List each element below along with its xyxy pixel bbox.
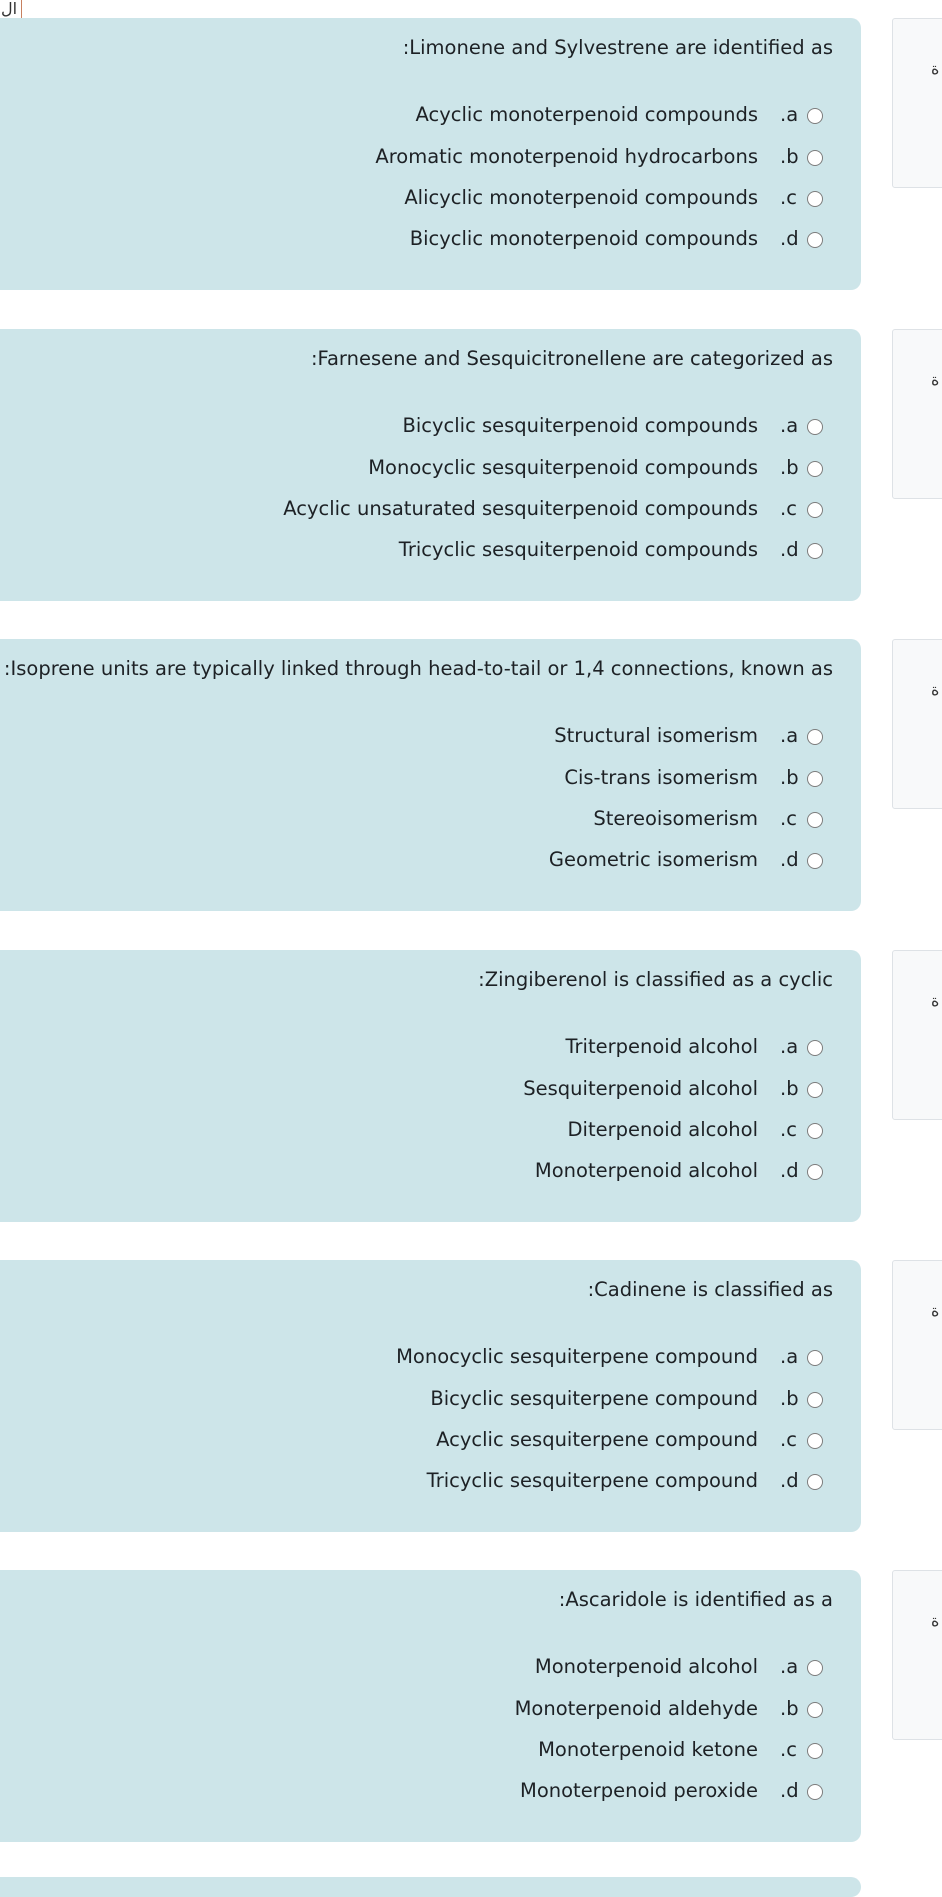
radio-button[interactable]	[807, 232, 823, 248]
radio-button[interactable]	[807, 1082, 823, 1098]
radio-button[interactable]	[807, 502, 823, 518]
answer-letter: .a	[780, 724, 799, 748]
next-question-card-edge	[0, 1877, 861, 1897]
question-card	[0, 1570, 861, 1842]
radio-button[interactable]	[807, 191, 823, 207]
answer-text: Acyclic monoterpenoid compounds	[415, 103, 758, 127]
answer-option-a[interactable]	[283, 405, 823, 446]
answer-text: Stereoisomerism	[593, 806, 758, 830]
answer-letter: .c	[780, 1737, 797, 1761]
answer-letter: .d	[780, 1779, 799, 1803]
question-info-panel	[892, 639, 942, 809]
answer-letter: .a	[780, 1655, 799, 1679]
question-card	[0, 329, 861, 601]
answer-option-c[interactable]	[549, 798, 823, 839]
question-info-label: ة	[931, 680, 940, 699]
question-card	[0, 639, 861, 911]
answer-letter: .d	[780, 848, 799, 872]
answer-option-b[interactable]	[549, 756, 823, 797]
answer-letter: .c	[780, 1427, 797, 1451]
answer-letter: .b	[780, 765, 799, 789]
answer-option-d[interactable]	[396, 1460, 823, 1501]
answer-list	[283, 405, 823, 571]
answer-option-b[interactable]	[523, 1067, 823, 1108]
answer-list	[523, 1026, 823, 1192]
answer-option-c[interactable]	[396, 1419, 823, 1460]
answer-text: Monocyclic sesquiterpene compound	[396, 1345, 758, 1369]
radio-button[interactable]	[807, 419, 823, 435]
answer-text: Monoterpenoid peroxide	[520, 1779, 758, 1803]
radio-button[interactable]	[807, 1702, 823, 1718]
answer-letter: .a	[780, 414, 799, 438]
answer-list	[396, 1336, 823, 1502]
question-info-panel	[892, 329, 942, 499]
answer-option-d[interactable]	[375, 218, 823, 259]
answer-text: Monoterpenoid alcohol	[534, 1159, 758, 1183]
question-text: :Isoprene units are typically linked through head-to-tail or 1,4 connections, known as	[3, 657, 833, 680]
question-info-panel	[892, 1570, 942, 1740]
answer-letter: .d	[780, 227, 799, 251]
question-text: :Ascaridole is identified as a	[558, 1588, 833, 1611]
answer-option-b[interactable]	[396, 1377, 823, 1418]
answer-text: Geometric isomerism	[548, 848, 758, 872]
answer-text: Acyclic unsaturated sesquiterpenoid compounds	[283, 496, 758, 520]
radio-button[interactable]	[807, 1040, 823, 1056]
answer-text: Aromatic monoterpenoid hydrocarbons	[375, 144, 758, 168]
answer-option-a[interactable]	[396, 1336, 823, 1377]
answer-text: Monoterpenoid ketone	[538, 1737, 758, 1761]
radio-button[interactable]	[807, 1433, 823, 1449]
answer-option-b[interactable]	[375, 135, 823, 176]
answer-letter: .c	[780, 185, 797, 209]
radio-button[interactable]	[807, 1350, 823, 1366]
answer-letter: .a	[780, 103, 799, 127]
answer-option-d[interactable]	[283, 529, 823, 570]
question-text: :Farnesene and Sesquicitronellene are categorized as	[310, 347, 833, 370]
answer-letter: .d	[780, 538, 799, 562]
radio-button[interactable]	[807, 771, 823, 787]
question-info-label: ة	[931, 370, 940, 389]
question-info-label: ة	[931, 1301, 940, 1320]
answer-option-d[interactable]	[549, 839, 823, 880]
question-info-label: ة	[931, 1611, 940, 1630]
answer-letter: .c	[780, 496, 797, 520]
answer-letter: .b	[780, 455, 799, 479]
question-info-panel	[892, 950, 942, 1120]
radio-button[interactable]	[807, 461, 823, 477]
answer-option-a[interactable]	[515, 1646, 823, 1687]
answer-option-d[interactable]	[523, 1150, 823, 1191]
answer-text: Cis-trans isomerism	[564, 765, 758, 789]
answer-text: Sesquiterpenoid alcohol	[523, 1076, 758, 1100]
radio-button[interactable]	[807, 729, 823, 745]
radio-button[interactable]	[807, 108, 823, 124]
answer-text: Alicyclic monoterpenoid compounds	[404, 185, 758, 209]
answer-option-c[interactable]	[375, 177, 823, 218]
answer-option-a[interactable]	[523, 1026, 823, 1067]
answer-letter: .b	[780, 1386, 799, 1410]
answer-letter: .c	[780, 1117, 797, 1141]
answer-text: Monoterpenoid aldehyde	[514, 1696, 758, 1720]
answer-list	[515, 1646, 823, 1812]
question-card	[0, 1260, 861, 1532]
question-info-label: ة	[931, 59, 940, 78]
question-card	[0, 18, 861, 290]
question-info-panel	[892, 1260, 942, 1430]
answer-letter: .d	[780, 1159, 799, 1183]
radio-button[interactable]	[807, 1784, 823, 1800]
answer-letter: .b	[780, 144, 799, 168]
answer-option-c[interactable]	[283, 488, 823, 529]
radio-button[interactable]	[807, 1743, 823, 1759]
answer-letter: .b	[780, 1696, 799, 1720]
radio-button[interactable]	[807, 1474, 823, 1490]
answer-text: Monocyclic sesquiterpenoid compounds	[368, 455, 758, 479]
answer-text: Tricyclic sesquiterpene compound	[426, 1469, 758, 1493]
answer-letter: .a	[780, 1035, 799, 1059]
question-info-panel	[892, 18, 942, 188]
answer-text: Acyclic sesquiterpene compound	[436, 1427, 758, 1451]
answer-option-d[interactable]	[515, 1770, 823, 1811]
top-tab-fragment[interactable]: ال	[0, 0, 22, 30]
question-text: :Cadinene is classified as	[587, 1278, 833, 1301]
answer-text: Structural isomerism	[554, 724, 758, 748]
answer-letter: .a	[780, 1345, 799, 1369]
answer-list	[375, 94, 823, 260]
answer-option-c[interactable]	[515, 1729, 823, 1770]
answer-option-b[interactable]	[515, 1687, 823, 1728]
answer-text: Bicyclic sesquiterpene compound	[430, 1386, 758, 1410]
answer-text: Diterpenoid alcohol	[567, 1117, 758, 1141]
question-card	[0, 950, 861, 1222]
radio-button[interactable]	[807, 812, 823, 828]
answer-letter: .c	[780, 806, 797, 830]
radio-button[interactable]	[807, 1392, 823, 1408]
radio-button[interactable]	[807, 1123, 823, 1139]
answer-option-c[interactable]	[523, 1109, 823, 1150]
question-info-label: ة	[931, 991, 940, 1010]
radio-button[interactable]	[807, 853, 823, 869]
question-text: :Limonene and Sylvestrene are identified as	[402, 36, 833, 59]
answer-text: Tricyclic sesquiterpenoid compounds	[398, 538, 758, 562]
answer-text: Triterpenoid alcohol	[565, 1035, 758, 1059]
question-text: :Zingiberenol is classified as a cyclic	[478, 968, 833, 991]
answer-letter: .b	[780, 1076, 799, 1100]
answer-text: Bicyclic monoterpenoid compounds	[409, 227, 758, 251]
answer-option-a[interactable]	[375, 94, 823, 135]
answer-text: Monoterpenoid alcohol	[534, 1655, 758, 1679]
answer-list	[549, 715, 823, 881]
radio-button[interactable]	[807, 543, 823, 559]
radio-button[interactable]	[807, 1164, 823, 1180]
answer-option-a[interactable]	[549, 715, 823, 756]
answer-letter: .d	[780, 1469, 799, 1493]
answer-option-b[interactable]	[283, 446, 823, 487]
answer-text: Bicyclic sesquiterpenoid compounds	[402, 414, 758, 438]
radio-button[interactable]	[807, 1660, 823, 1676]
radio-button[interactable]	[807, 150, 823, 166]
